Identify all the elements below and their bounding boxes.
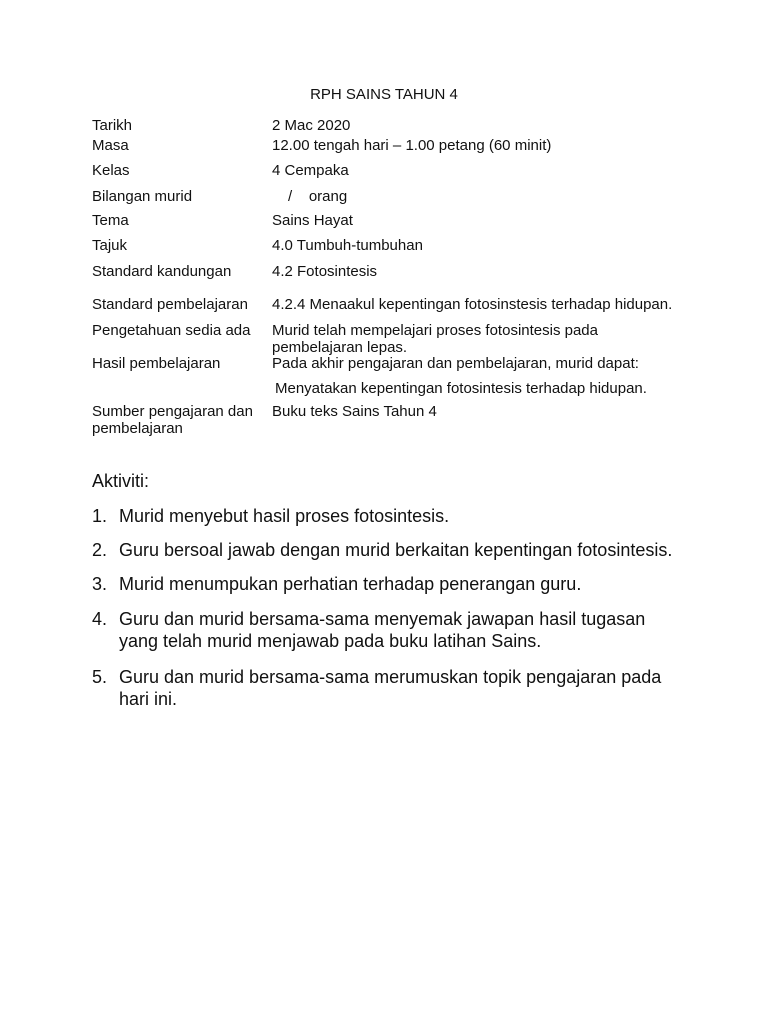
info-label: Pengetahuan sedia ada	[92, 322, 251, 339]
list-item-text: Guru dan murid bersama-sama merumuskan topik pengajaran pada hari ini.	[119, 667, 662, 709]
info-label: Sumber pengajaran dan pembelajaran	[92, 403, 253, 437]
list-item-number: 2.	[92, 540, 108, 560]
info-value: / orang	[288, 188, 348, 205]
info-value: 4.2 Fotosintesis	[272, 263, 378, 280]
list-item-text: Guru bersoal jawab dengan murid berkaitan kepentingan fotosintesis.	[119, 540, 673, 560]
aktiviti-heading: Aktiviti:	[92, 471, 150, 491]
list-item-text: Murid menyebut hasil proses fotosintesis.	[119, 506, 450, 526]
info-value: 12.00 tengah hari – 1.00 petang (60 minit)	[272, 137, 552, 154]
info-label: Tema	[92, 212, 129, 229]
info-label: Hasil pembelajaran	[92, 355, 221, 372]
info-label: Standard kandungan	[92, 263, 232, 280]
info-label: Bilangan murid	[92, 188, 193, 205]
list-item-number: 1.	[92, 506, 108, 526]
info-value: 4 Cempaka	[272, 162, 349, 179]
info-label: Masa	[92, 137, 129, 154]
info-value: Murid telah mempelajari proses fotosintesis pada pembelajaran lepas.	[272, 322, 598, 356]
info-value: Buku teks Sains Tahun 4	[272, 403, 437, 420]
info-value: Menyatakan kepentingan fotosintesis terhadap hidupan.	[275, 380, 647, 397]
info-label: Standard pembelajaran	[92, 296, 248, 313]
list-item-number: 3.	[92, 574, 108, 594]
info-value: 2 Mac 2020	[272, 117, 351, 134]
page-title: RPH SAINS TAHUN 4	[310, 86, 458, 103]
info-value: Sains Hayat	[272, 212, 353, 229]
info-value: 4.2.4 Menaakul kepentingan fotosinstesis terhadap hidupan.	[272, 296, 673, 313]
list-item-text: Guru dan murid bersama-sama menyemak jawapan hasil tugasan yang telah murid menjawab pada buku latihan Sains.	[119, 609, 646, 651]
info-label: Tarikh	[92, 117, 133, 134]
info-label: Kelas	[92, 162, 130, 179]
info-value: 4.0 Tumbuh-tumbuhan	[272, 237, 423, 254]
list-item-number: 5.	[92, 667, 108, 687]
info-label: Tajuk	[92, 237, 128, 254]
info-value: Pada akhir pengajaran dan pembelajaran, murid dapat:	[272, 355, 639, 372]
list-item-number: 4.	[92, 609, 108, 629]
list-item-text: Murid menumpukan perhatian terhadap penerangan guru.	[119, 574, 582, 594]
